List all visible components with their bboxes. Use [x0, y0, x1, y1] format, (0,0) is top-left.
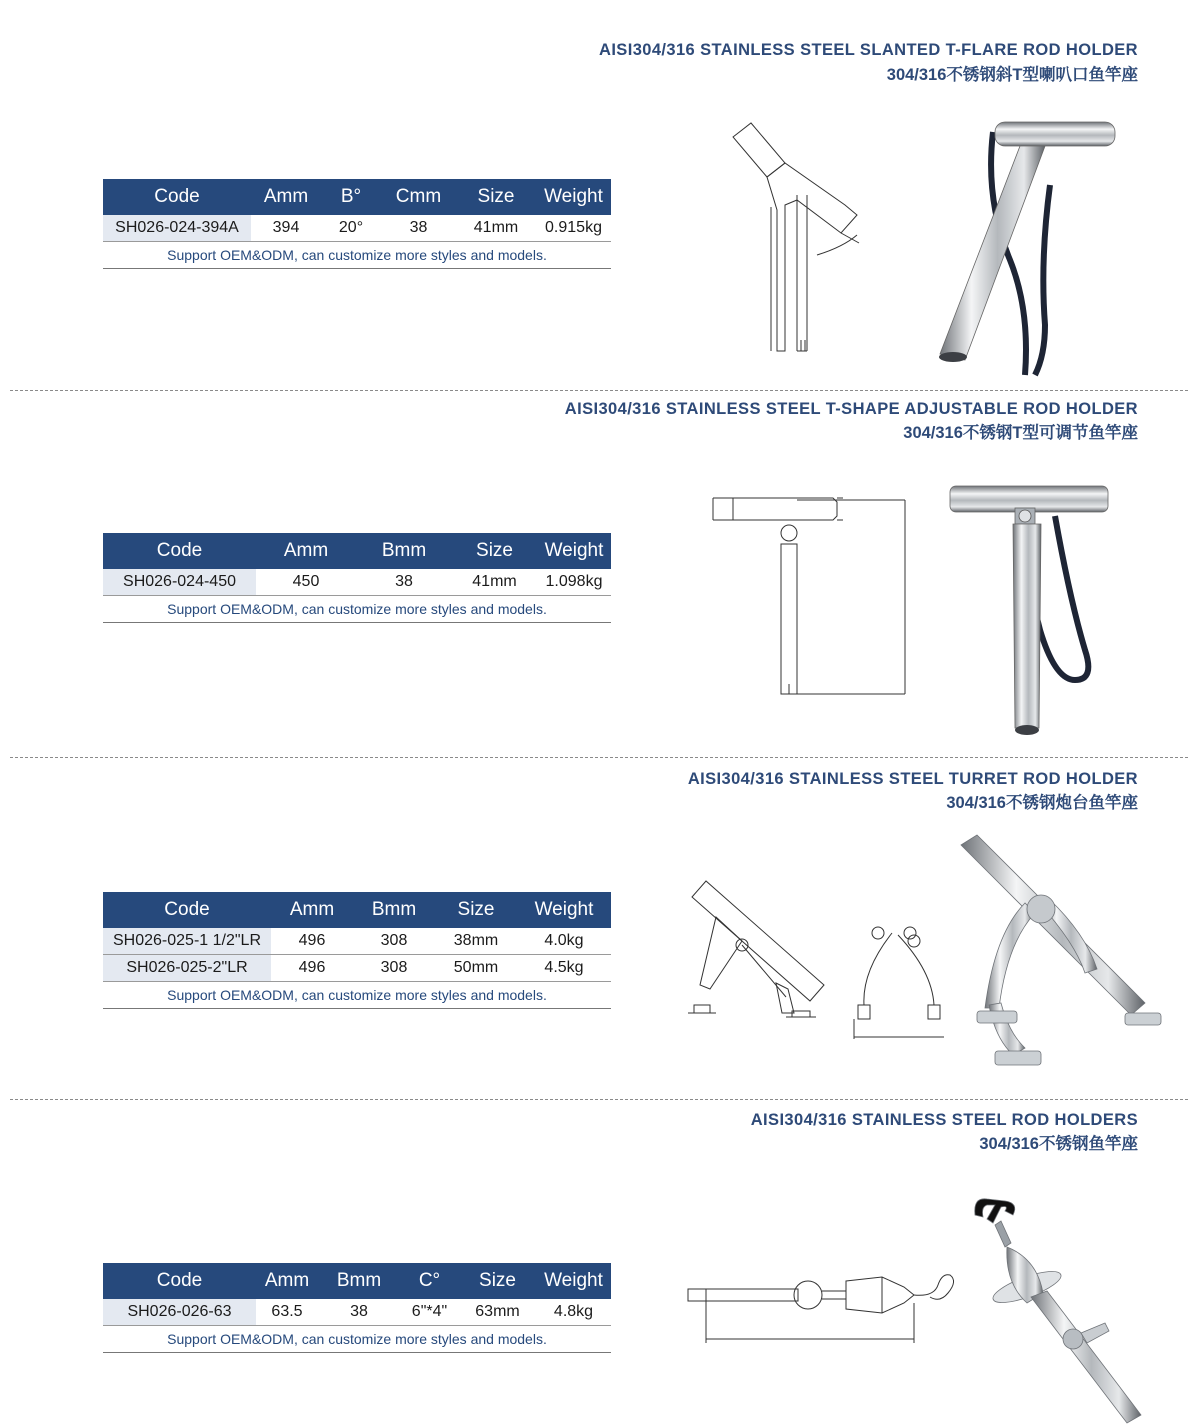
cell: 308	[353, 928, 435, 955]
table-header-row	[103, 533, 611, 569]
oem-note: Support OEM&ODM, can customize more styles and models.	[103, 242, 611, 269]
turret-front-drawing	[852, 921, 947, 1046]
product-section-rod-holders	[0, 1101, 1200, 1428]
table-header-row	[103, 1263, 611, 1299]
column-header: Size	[435, 892, 517, 928]
cell-code: SH026-024-394A	[103, 215, 251, 242]
column-header: Code	[103, 179, 251, 215]
spec-table	[103, 179, 611, 269]
column-header: Cmm	[381, 179, 456, 215]
column-header: Amm	[256, 1263, 318, 1299]
column-header: Amm	[256, 533, 356, 569]
cell: 496	[271, 928, 353, 955]
column-header: B°	[321, 179, 381, 215]
product-section-t-shape	[0, 392, 1200, 757]
oem-note: Support OEM&ODM, can customize more styles and models.	[103, 982, 611, 1009]
t-shape-rod-holder-drawing	[705, 492, 920, 707]
section-title-cn: 304/316不锈钢炮台鱼竿座	[946, 794, 1138, 812]
section-title-cn: 304/316不锈钢斜T型喇叭口鱼竿座	[886, 66, 1138, 84]
cell: 4.5kg	[517, 955, 611, 982]
section-divider	[10, 1099, 1188, 1100]
cell: 38	[356, 569, 452, 596]
cell: 4.0kg	[517, 928, 611, 955]
rod-holders-drawing	[686, 1267, 961, 1347]
section-divider	[10, 757, 1188, 758]
table-row	[103, 955, 611, 982]
column-header: Code	[103, 533, 256, 569]
spec-table	[103, 1263, 611, 1353]
column-header: Bmm	[356, 533, 452, 569]
column-header: Weight	[536, 179, 611, 215]
section-title-cn: 304/316不锈钢鱼竿座	[979, 1135, 1138, 1153]
column-header: Weight	[537, 533, 611, 569]
slanted-rod-holder-photo	[935, 110, 1125, 380]
column-header: Size	[456, 179, 536, 215]
section-title-cn: 304/316不锈钢T型可调节鱼竿座	[903, 424, 1138, 442]
column-header: Code	[103, 1263, 256, 1299]
column-header: Amm	[251, 179, 321, 215]
oem-note: Support OEM&ODM, can customize more styles and models.	[103, 596, 611, 623]
column-header: Size	[452, 533, 537, 569]
cell: 38	[381, 215, 456, 242]
cell: 0.915kg	[536, 215, 611, 242]
column-header: Code	[103, 892, 271, 928]
table-row	[103, 569, 611, 596]
cell: 63mm	[459, 1299, 536, 1326]
t-shape-rod-holder-photo	[945, 480, 1115, 745]
cell: 450	[256, 569, 356, 596]
section-title-en: AISI304/316 STAINLESS STEEL TURRET ROD HOLDER	[687, 770, 1138, 788]
turret-side-drawing	[686, 877, 831, 1027]
spec-table	[103, 892, 611, 1009]
cell: 496	[271, 955, 353, 982]
table-header-row	[103, 892, 611, 928]
spec-table	[103, 533, 611, 623]
column-header: Weight	[536, 1263, 611, 1299]
cell-code: SH026-026-63	[103, 1299, 256, 1326]
column-header: Bmm	[318, 1263, 400, 1299]
column-header: Weight	[517, 892, 611, 928]
section-title-en: AISI304/316 STAINLESS STEEL ROD HOLDERS	[750, 1111, 1138, 1129]
product-section-turret	[0, 759, 1200, 1099]
cell: 63.5	[256, 1299, 318, 1326]
table-row	[103, 928, 611, 955]
cell: 308	[353, 955, 435, 982]
cell: 41mm	[452, 569, 537, 596]
column-header: Amm	[271, 892, 353, 928]
slanted-rod-holder-drawing	[725, 115, 870, 355]
column-header: Size	[459, 1263, 536, 1299]
table-row	[103, 215, 611, 242]
cell: 394	[251, 215, 321, 242]
cell-code: SH026-025-2"LR	[103, 955, 271, 982]
table-row	[103, 1299, 611, 1326]
cell: 41mm	[456, 215, 536, 242]
cell-code: SH026-025-1 1/2"LR	[103, 928, 271, 955]
turret-rod-holder-photo	[955, 833, 1165, 1073]
rod-holders-photo	[965, 1193, 1160, 1423]
cell: 38	[318, 1299, 400, 1326]
cell: 50mm	[435, 955, 517, 982]
cell: 4.8kg	[536, 1299, 611, 1326]
cell-code: SH026-024-450	[103, 569, 256, 596]
table-header-row	[103, 179, 611, 215]
product-section-slanted	[0, 0, 1200, 390]
column-header: C°	[400, 1263, 459, 1299]
section-divider	[10, 390, 1188, 391]
oem-note: Support OEM&ODM, can customize more styles and models.	[103, 1326, 611, 1353]
cell: 38mm	[435, 928, 517, 955]
section-title-en: AISI304/316 STAINLESS STEEL SLANTED T-FLARE ROD HOLDER	[599, 41, 1138, 59]
section-title-en: AISI304/316 STAINLESS STEEL T-SHAPE ADJUSTABLE ROD HOLDER	[564, 400, 1138, 418]
column-header: Bmm	[353, 892, 435, 928]
cell: 6"*4"	[400, 1299, 459, 1326]
cell: 20°	[321, 215, 381, 242]
cell: 1.098kg	[537, 569, 611, 596]
